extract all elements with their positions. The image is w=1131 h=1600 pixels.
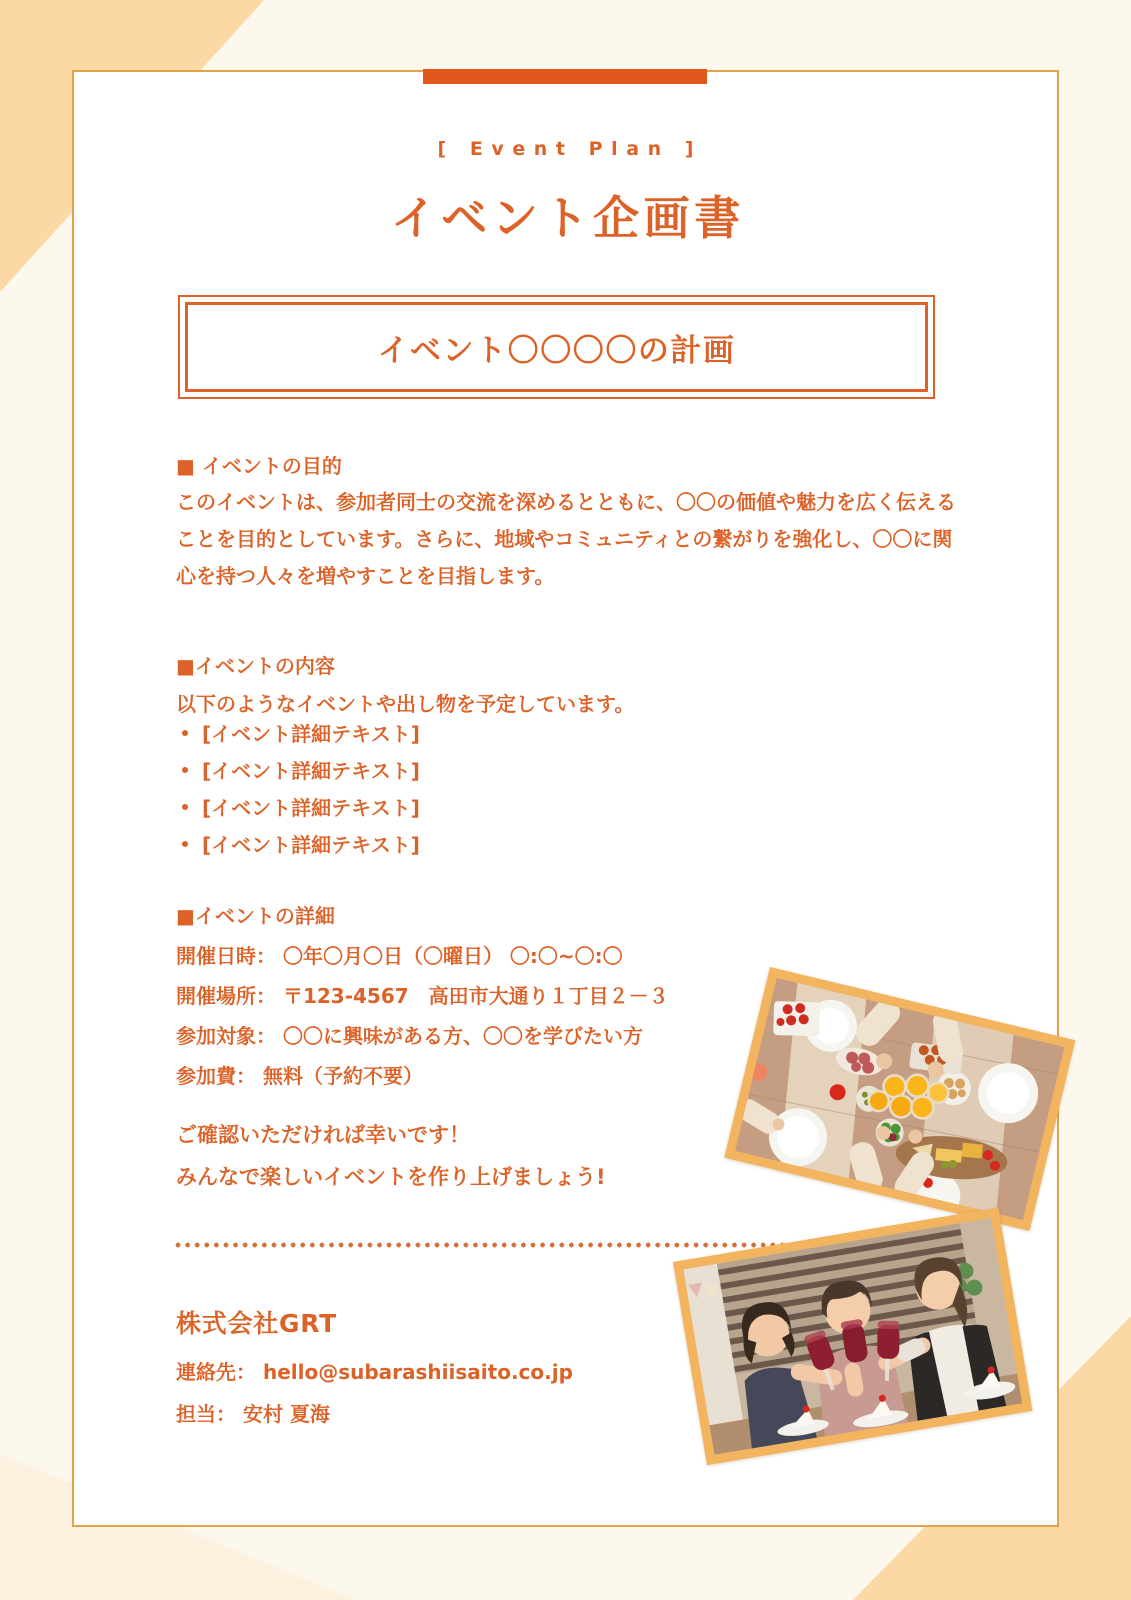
list-item: [182, 788, 882, 825]
detail-row-datetime: 開催日時： 〇年〇月〇日（〇曜日） 〇:〇~〇:〇: [176, 944, 623, 968]
list-item-label: [イベント詳細テキスト]: [202, 722, 420, 746]
list-item: [182, 825, 882, 862]
top-accent-bar: [423, 69, 707, 84]
person-line: 担当： 安村 夏海: [176, 1402, 330, 1426]
purpose-body: このイベントは、参加者同士の交流を深めるとともに、〇〇の価値や魅力を広く伝えることを目的としています。さらに、地域やコミュニティとの繋がりを強化し、〇〇に関心を持つ人々を増やすことを目指します。: [176, 490, 956, 588]
contents-heading: ■イベントの内容: [176, 654, 335, 678]
list-item-label: [イベント詳細テキスト]: [202, 833, 420, 857]
eyebrow-label: [ Event Plan ]: [437, 138, 703, 160]
dotted-divider: [175, 1242, 783, 1248]
list-item: [182, 751, 882, 788]
bullet-icon: [182, 841, 188, 847]
subject-title: イベント〇〇〇〇の計画: [377, 332, 736, 369]
list-item-label: [イベント詳細テキスト]: [202, 759, 420, 783]
subject-box-inner-border: [185, 302, 928, 392]
bullet-icon: [182, 730, 188, 736]
subject-box: [178, 295, 935, 399]
contact-line: 連絡先： hello@subarashiisaito.co.jp: [176, 1360, 573, 1384]
detail-row-place: 開催場所： 〒123-4567 高田市大通り１丁目２－３: [176, 984, 669, 1008]
list-item-label: [イベント詳細テキスト]: [202, 796, 420, 820]
bullet-icon: [182, 804, 188, 810]
bullet-icon: [182, 767, 188, 773]
page-title: イベント企画書: [390, 191, 745, 245]
photo-women-toast-image: [683, 1218, 1022, 1455]
closing-line-2: みんなで楽しいイベントを作り上げましょう!: [176, 1165, 606, 1189]
purpose-heading: ■ イベントの目的: [176, 454, 342, 478]
details-heading: ■イベントの詳細: [176, 904, 335, 928]
detail-row-audience: 参加対象： 〇〇に興味がある方、〇〇を学びたい方: [176, 1024, 643, 1048]
closing-line-1: ご確認いただければ幸いです！: [176, 1123, 470, 1147]
list-item: [182, 714, 882, 751]
detail-row-fee: 参加費： 無料（予約不要）: [176, 1064, 423, 1088]
contents-intro: 以下のようなイベントや出し物を予定しています。: [176, 692, 635, 716]
company-name: 株式会社GRT: [176, 1309, 337, 1338]
